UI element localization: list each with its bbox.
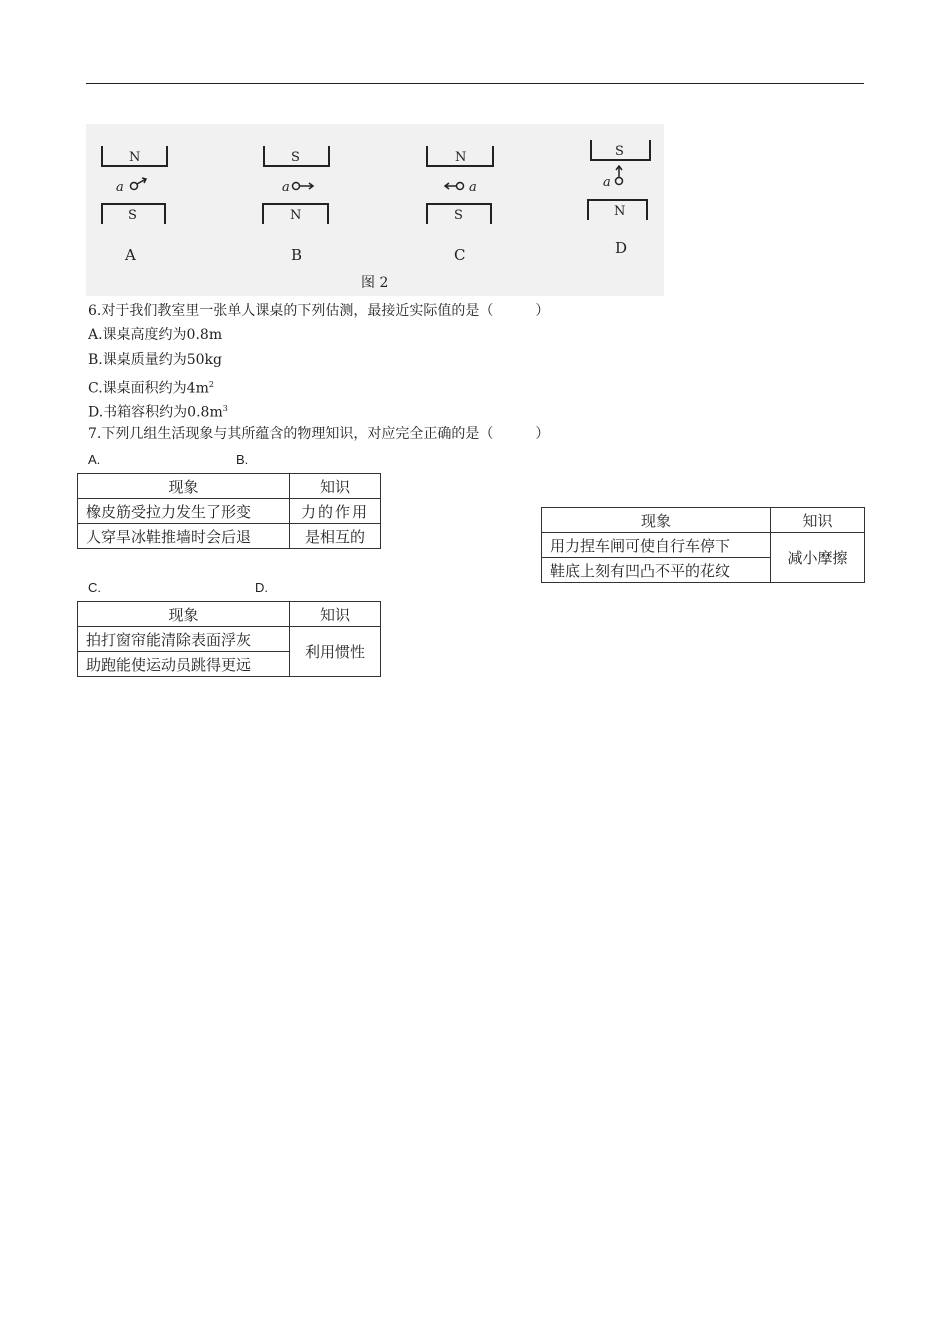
q6-option-d-text: D.书箱容积约为0.8m — [88, 404, 223, 421]
magnet-figure — [86, 124, 664, 296]
panel-d — [588, 140, 650, 257]
table-c-header-knowledge: 知识 — [290, 602, 381, 627]
q7-label-c: C. — [88, 580, 101, 595]
panel-c-top-pole: N — [455, 150, 467, 165]
panel-d-bottom-pole: N — [614, 204, 626, 219]
table-b-header-knowledge: 知识 — [771, 508, 865, 533]
panel-a-needle-label: a — [116, 180, 124, 195]
panel-c — [427, 146, 493, 264]
header-rule — [86, 83, 864, 84]
table-c-header-phenomenon: 现象 — [78, 602, 290, 627]
panel-c-bottom-pole: S — [454, 208, 463, 223]
panel-c-needle-label: a — [469, 180, 477, 195]
figure-caption: 图 2 — [361, 275, 389, 291]
q6-option-c-sup: 2 — [208, 380, 214, 389]
q7-stem: 7.下列几组生活现象与其所蕴含的物理知识，对应完全正确的是（ ） — [88, 426, 550, 442]
panel-c-label: C — [454, 246, 466, 264]
q6-option-a: A.课桌高度约为0.8m — [88, 327, 223, 343]
table-a-header-phenomenon: 现象 — [78, 474, 290, 499]
table-c-row1: 拍打窗帘能清除表面浮灰 — [78, 627, 290, 652]
q6-stem: 6.对于我们教室里一张单人课桌的下列估测，最接近实际值的是（ ） — [88, 303, 550, 319]
panel-b-needle-label: a — [282, 180, 290, 195]
q6-option-b: B.课桌质量约为50kg — [88, 352, 222, 368]
panel-b-label: B — [291, 246, 303, 264]
panel-d-label: D — [615, 239, 628, 257]
q6-option-d-sup: 3 — [222, 404, 228, 413]
panel-a-top-pole: N — [129, 150, 141, 165]
panel-b-top-pole: S — [291, 150, 300, 165]
table-a-knowledge-line1: 力的作用 — [290, 499, 381, 524]
panel-d-needle-label: a — [603, 175, 611, 190]
panel-a-bottom-pole: S — [128, 208, 137, 223]
q6-option-c — [88, 376, 214, 398]
q7-table-a — [77, 473, 381, 549]
table-b-header-phenomenon: 现象 — [542, 508, 771, 533]
q7-label-d: D. — [255, 580, 268, 595]
table-b-knowledge: 减小摩擦 — [771, 533, 865, 583]
panel-b-bottom-pole: N — [290, 208, 302, 223]
q7-label-a: A. — [88, 452, 101, 467]
table-c-row2: 助跑能使运动员跳得更远 — [78, 652, 290, 677]
panel-b — [263, 146, 329, 264]
table-a-knowledge-line2: 是相互的 — [290, 524, 381, 549]
table-a-row1: 橡皮筋受拉力发生了形变 — [78, 499, 290, 524]
q7-label-b: B. — [236, 452, 249, 467]
table-b-row2: 鞋底上刻有凹凸不平的花纹 — [542, 558, 771, 583]
table-a-row2: 人穿旱冰鞋推墙时会后退 — [78, 524, 290, 549]
table-a-header-knowledge: 知识 — [290, 474, 381, 499]
q7-table-c — [77, 601, 381, 677]
panel-a — [102, 146, 167, 264]
q7-table-b — [541, 507, 865, 583]
panel-a-label: A — [125, 246, 136, 264]
table-c-knowledge: 利用惯性 — [290, 627, 381, 677]
panel-d-top-pole: S — [615, 144, 624, 159]
q6-option-c-text: C.课桌面积约为4m — [88, 380, 209, 397]
table-b-row1: 用力捏车闸可使自行车停下 — [542, 533, 771, 558]
q6-option-d — [88, 400, 228, 422]
